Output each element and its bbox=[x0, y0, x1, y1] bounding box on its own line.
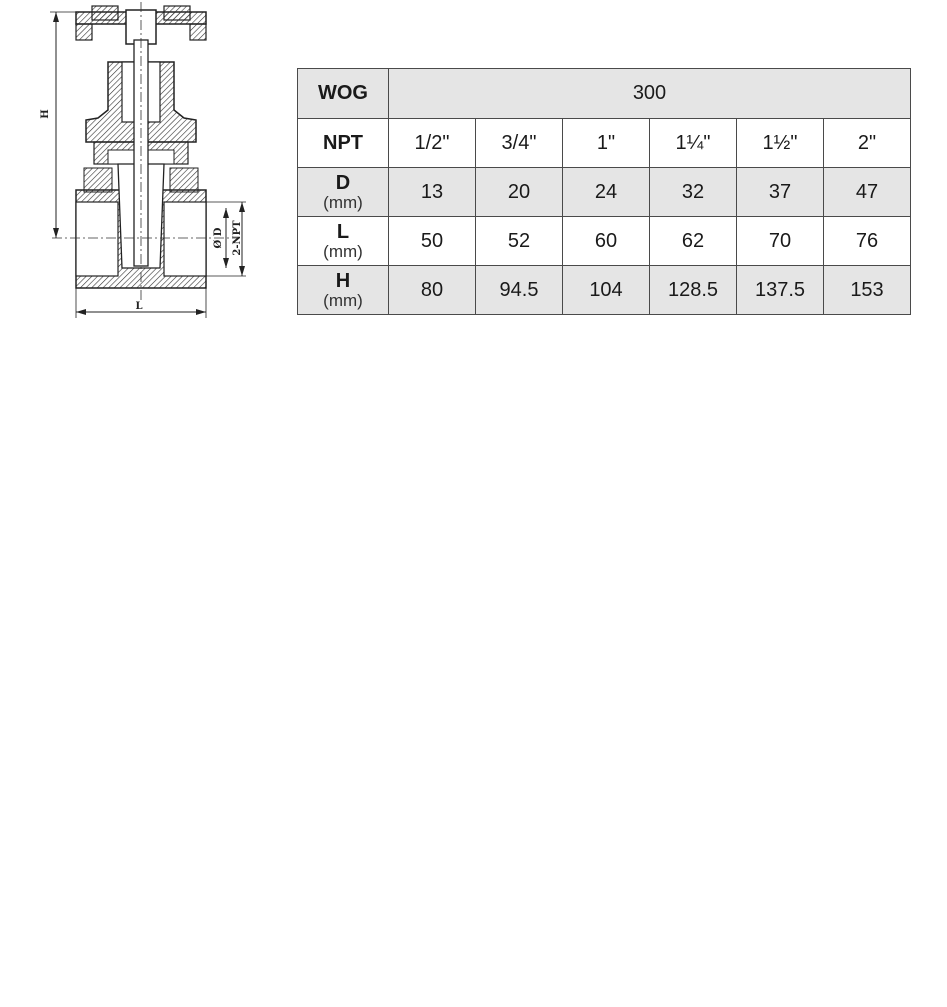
l-cell: 52 bbox=[476, 217, 563, 266]
l-cell: 76 bbox=[824, 217, 911, 266]
h-cell: 104 bbox=[563, 266, 650, 315]
h-label: H bbox=[335, 269, 351, 292]
h-unit: (mm) bbox=[323, 290, 363, 310]
h-cell: 153 bbox=[824, 266, 911, 315]
npt-cell: 1" bbox=[563, 119, 650, 168]
l-header bbox=[298, 217, 389, 266]
h-cell: 128.5 bbox=[650, 266, 737, 315]
thread-label: 2-NPT bbox=[232, 220, 243, 256]
l-cell: 60 bbox=[563, 217, 650, 266]
gate-valve-drawing bbox=[0, 0, 260, 330]
wog-row bbox=[298, 69, 911, 119]
d-cell: 37 bbox=[737, 168, 824, 217]
diameter-dimension bbox=[206, 202, 246, 276]
l-cell: 62 bbox=[650, 217, 737, 266]
l-label: L bbox=[336, 220, 350, 243]
d-cell: 47 bbox=[824, 168, 911, 217]
h-header bbox=[298, 266, 389, 315]
h-cell: 137.5 bbox=[737, 266, 824, 315]
l-cell: 50 bbox=[389, 217, 476, 266]
npt-label: NPT bbox=[298, 119, 389, 168]
d-label: D bbox=[335, 171, 351, 194]
h-row bbox=[298, 266, 911, 315]
d-cell: 20 bbox=[476, 168, 563, 217]
wog-label: WOG bbox=[298, 69, 389, 119]
npt-cell: 2" bbox=[824, 119, 911, 168]
d-unit: (mm) bbox=[323, 192, 363, 212]
wog-value: 300 bbox=[389, 69, 911, 119]
npt-cell: 1½" bbox=[737, 119, 824, 168]
d-row bbox=[298, 168, 911, 217]
spec-table bbox=[297, 68, 911, 315]
l-cell: 70 bbox=[737, 217, 824, 266]
npt-cell: 3/4" bbox=[476, 119, 563, 168]
l-unit: (mm) bbox=[323, 241, 363, 261]
h-cell: 80 bbox=[389, 266, 476, 315]
npt-row bbox=[298, 119, 911, 168]
diameter-label: Ø D bbox=[213, 227, 224, 249]
d-header bbox=[298, 168, 389, 217]
length-label: L bbox=[135, 301, 143, 312]
height-dimension bbox=[40, 12, 80, 238]
d-cell: 13 bbox=[389, 168, 476, 217]
height-label: H bbox=[40, 109, 51, 119]
h-cell: 94.5 bbox=[476, 266, 563, 315]
l-row bbox=[298, 217, 911, 266]
d-cell: 32 bbox=[650, 168, 737, 217]
npt-cell: 1¼" bbox=[650, 119, 737, 168]
npt-cell: 1/2" bbox=[389, 119, 476, 168]
d-cell: 24 bbox=[563, 168, 650, 217]
